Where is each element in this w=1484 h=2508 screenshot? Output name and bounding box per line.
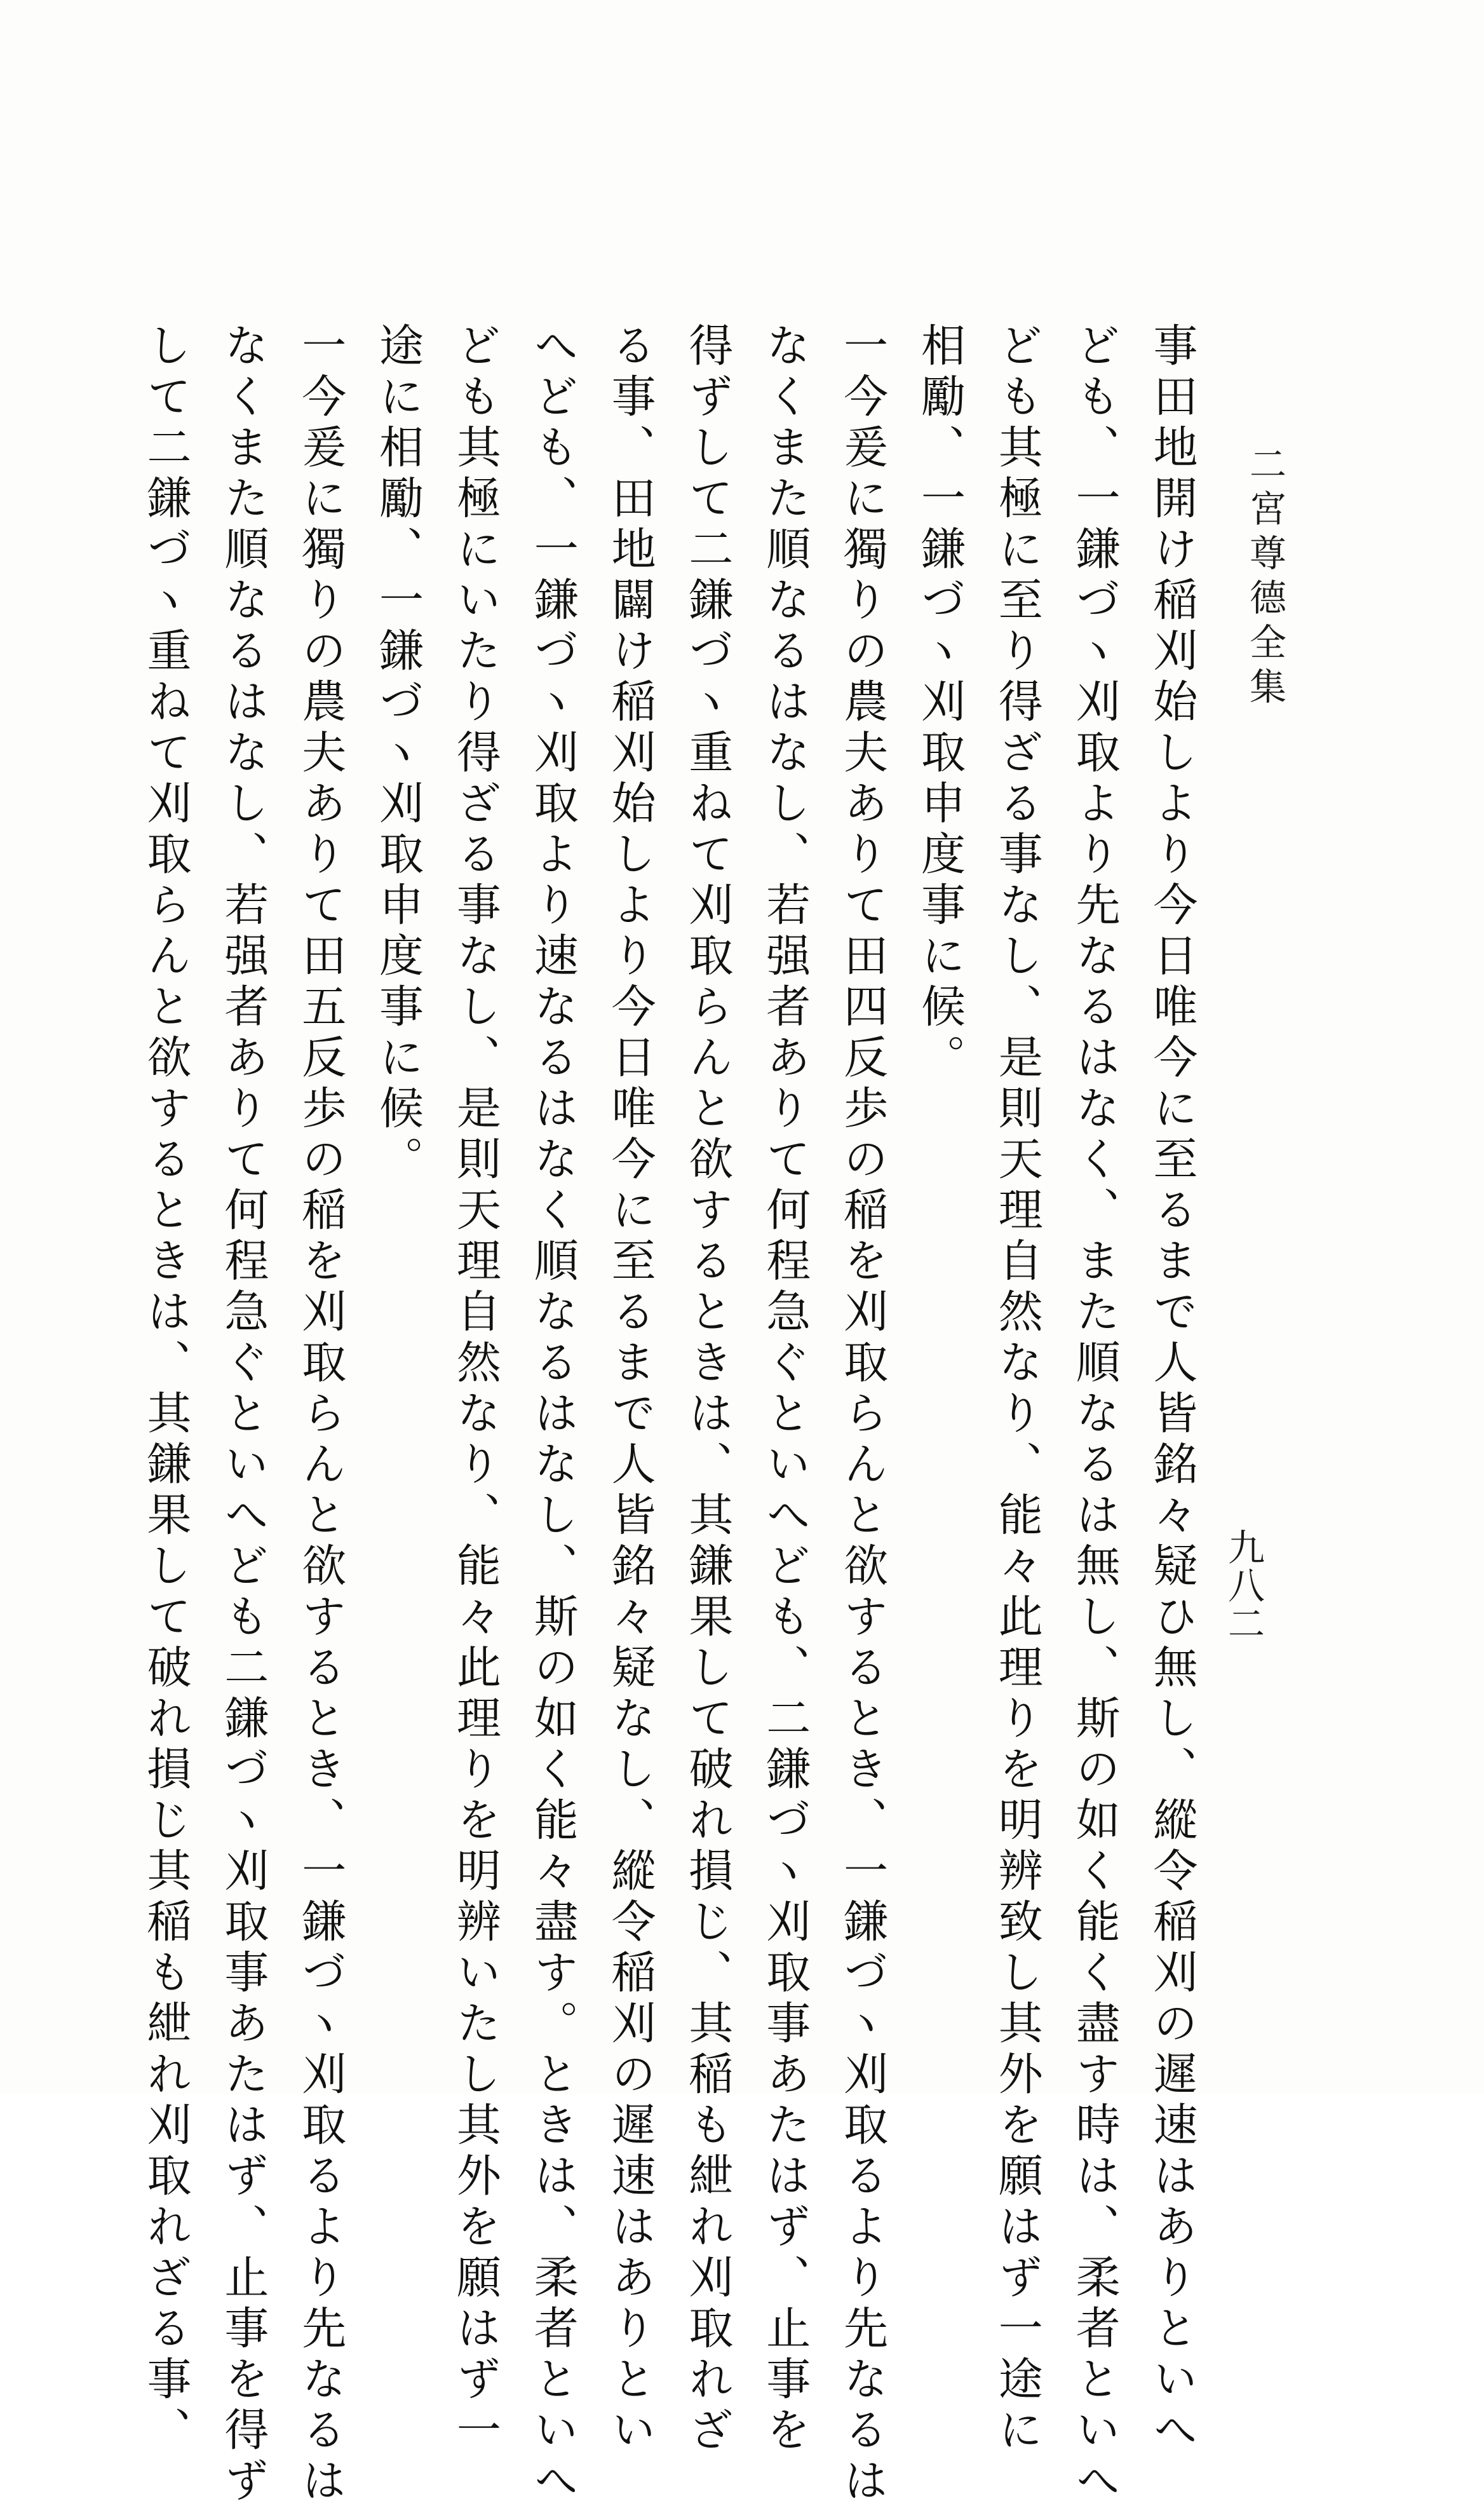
text-column: る事、田地闢け稲刈始しより今日唯今に至るまで人皆銘々疑なし、縱令稲刈の遲速はありとい (604, 322, 657, 2457)
text-column: ども其極にいたり得ざる事なし、是則天理自然なり、能々此理りを明辨いたし其外を願はず一 (449, 322, 502, 2457)
text-column: 事田地開け稲刈始しより今日唯今に至るまで人皆銘々疑ひ無し、縱令稲刈の遲速はありといへ (1145, 322, 1198, 2457)
text-column: ども其極に至り得ざる事なし、是則天理自然なり、能々此理りを明辨致し其外を願はず一途に (991, 322, 1044, 2457)
text-column: なくまた順なるはなし、若强者ありて何程急ぐといへども、二鎌づヽ刈取事あたはず、止事を (759, 322, 811, 2457)
running-head-title: 二宮尊德全集 (1243, 445, 1286, 712)
text-column: して二鎌づヽ重ねて刈取らんと欲するときは、其鎌果して破れ損じ其稲も紲れ刈取れざる事、 (140, 322, 192, 2457)
text-column: 得ずして二鎌づヽ重ねて刈取らんと欲するときは、其鎌果して破れ損じ、其稲も紲れ刈取れざ (681, 322, 734, 2457)
text-column: へども、一鎌づヽ刈取より速なるはなく順なるはなし、斯の如く能々盡す。ときは、柔者といへ (527, 322, 579, 2508)
text-column: 相勵、一鎌づヽ刈取申度事に候。 (914, 322, 966, 1085)
text-column: 一今爰に獨りの農夫ありて田四反歩の稲を刈取らんと欲するとき、一鎌づヽ刈取るより先なるは (836, 322, 889, 2508)
text-column: 途に相勵、一鎌づヽ刈取申度事に候。 (372, 322, 424, 1186)
body-text (140, 322, 1198, 2508)
page-number: 九八二 (1222, 1528, 1265, 1643)
text-column: 一今爰に獨りの農夫ありて田五反歩の稲を刈取らんと欲するとき、一鎌づヽ刈取るより先なるは (294, 322, 347, 2508)
text-column: ども、一鎌づヽ刈取より先なるはなく、また順なるは無し、斯の如く能く盡す時は、柔者といへ (1069, 322, 1121, 2508)
text-column: なくまた順なるはなし、若强者ありて何程急ぐといへども二鎌づヽ刈取事あたはず、止事を得ず (217, 322, 269, 2508)
